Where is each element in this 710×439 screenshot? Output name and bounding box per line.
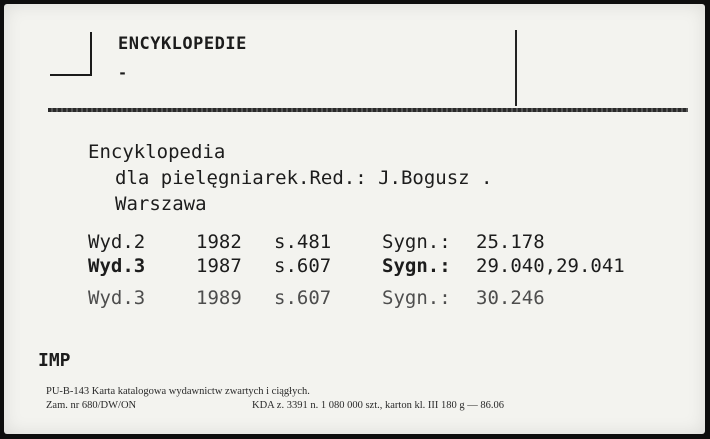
footer-order-number: Zam. nr 680/DW/ON bbox=[46, 400, 137, 411]
catalog-card bbox=[4, 4, 705, 434]
edition-pages: s.607 bbox=[274, 287, 332, 309]
entry-title: Encyklopedia bbox=[88, 141, 226, 163]
header-corner-mark bbox=[50, 32, 92, 76]
edition-year: 1989 bbox=[196, 287, 242, 309]
edition-sygn-label: Sygn.: bbox=[382, 287, 451, 309]
imp-stamp: IMP bbox=[38, 350, 71, 371]
subject-heading-dash: - bbox=[118, 64, 128, 82]
header-vertical-rule bbox=[515, 30, 517, 106]
edition-number: Wyd.2 bbox=[88, 231, 146, 253]
edition-pages: s.481 bbox=[274, 231, 332, 253]
edition-year: 1987 bbox=[196, 255, 242, 277]
edition-pages: s.607 bbox=[274, 255, 332, 277]
header-separator bbox=[48, 108, 688, 112]
footer-print-info: KDA z. 3391 n. 1 080 000 szt., karton kl. III 180 g — 86.06 bbox=[252, 400, 504, 411]
entry-place: Warszawa bbox=[115, 193, 207, 215]
edition-sygn-label: Sygn.: bbox=[382, 255, 451, 277]
edition-number: Wyd.3 bbox=[88, 255, 146, 277]
entry-subtitle: dla pielęgniarek.Red.: J.Bogusz . bbox=[115, 167, 493, 189]
edition-sygn: 25.178 bbox=[476, 231, 545, 253]
edition-sygn-label: Sygn.: bbox=[382, 231, 451, 253]
edition-number: Wyd.3 bbox=[88, 287, 146, 309]
edition-sygn: 30.246 bbox=[476, 287, 545, 309]
edition-sygn: 29.040,29.041 bbox=[476, 255, 625, 277]
subject-heading: ENCYKLOPEDIE bbox=[118, 34, 247, 54]
footer-form-line: PU-B-143 Karta katalogowa wydawnictw zwartych i ciągłych. bbox=[46, 386, 310, 397]
edition-year: 1982 bbox=[196, 231, 242, 253]
